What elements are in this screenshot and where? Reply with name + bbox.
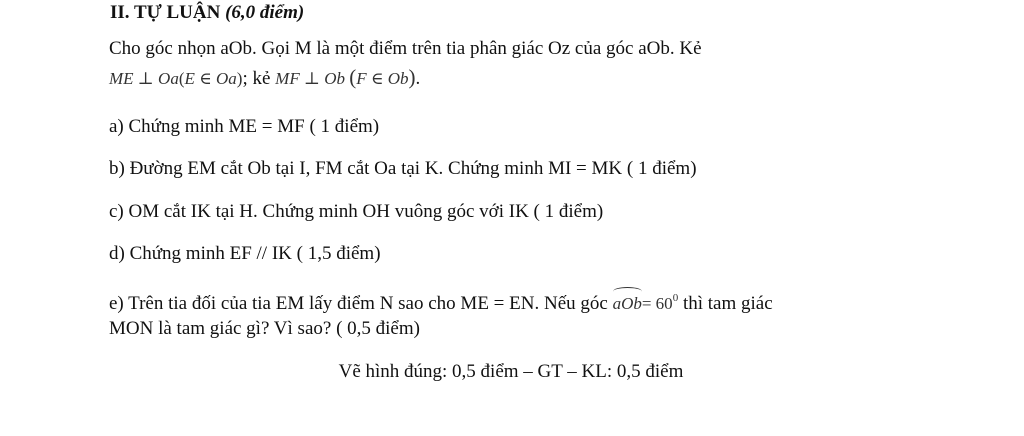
section-heading-points: (6,0 điểm): [225, 2, 305, 23]
math-mf: MF: [275, 69, 300, 88]
item-e-line-1: [109, 287, 773, 315]
item-a: a) Chứng minh ME = MF ( 1 điểm): [109, 116, 380, 137]
angle-aob-label: aOb: [612, 294, 642, 313]
math-ob-2: Ob: [387, 69, 409, 88]
section-heading: [110, 2, 304, 24]
angle-equals: = 60: [641, 294, 673, 313]
item-e-text: e) Trên tia đối của tia EM lấy điểm N sao cho ME = EN. Nếu góc: [109, 293, 608, 314]
math-ob: Ob: [324, 69, 345, 88]
close-paren: ): [236, 69, 243, 88]
big-close-paren: ): [408, 65, 416, 89]
math-me: ME: [109, 69, 134, 88]
math-me-perp-oa: [109, 69, 242, 88]
element-of-symbol-2: ∈: [370, 69, 384, 88]
math-f: F: [356, 69, 367, 88]
item-e-line-2: MON là tam giác gì? Vì sao? ( 0,5 điểm): [109, 318, 420, 339]
scoring-footer-text: Vẽ hình đúng: 0,5 điểm – GT – KL: 0,5 điểm: [338, 361, 684, 382]
intro-period: .: [415, 68, 421, 89]
item-b: b) Đường EM cắt Ob tại I, FM cắt Oa tại K. Chứng minh MI = MK ( 1 điểm): [109, 158, 697, 179]
perp-symbol-2: ⊥: [303, 69, 320, 88]
math-oa: Oa: [158, 69, 179, 88]
item-c: c) OM cắt IK tại H. Chứng minh OH vuông góc với IK ( 1 điểm): [109, 201, 604, 222]
math-e: E: [184, 69, 195, 88]
intro-line-2: [109, 66, 420, 90]
math-oa-2: Oa: [215, 69, 237, 88]
angle-arc-icon: [613, 287, 642, 296]
item-e-tail: thì tam giác: [682, 293, 773, 314]
element-of-symbol: ∈: [199, 69, 212, 88]
intro-line-1: Cho góc nhọn aOb. Gọi M là một điểm trên tia phân giác Oz của góc aOb. Kẻ: [109, 38, 702, 59]
open-paren: (: [178, 69, 185, 88]
angle-aob: [613, 287, 642, 315]
big-open-paren: (: [349, 65, 357, 89]
perp-symbol: ⊥: [137, 69, 154, 88]
item-d: d) Chứng minh EF // IK ( 1,5 điểm): [109, 243, 381, 264]
angle-value: [642, 294, 678, 313]
math-mf-perp-ob: [275, 65, 416, 89]
section-heading-label: II. TỰ LUẬN: [110, 2, 221, 23]
degree-sup: 0: [672, 292, 679, 304]
intro-separator: ; kẻ: [242, 68, 271, 89]
scoring-footer: [0, 361, 1024, 383]
